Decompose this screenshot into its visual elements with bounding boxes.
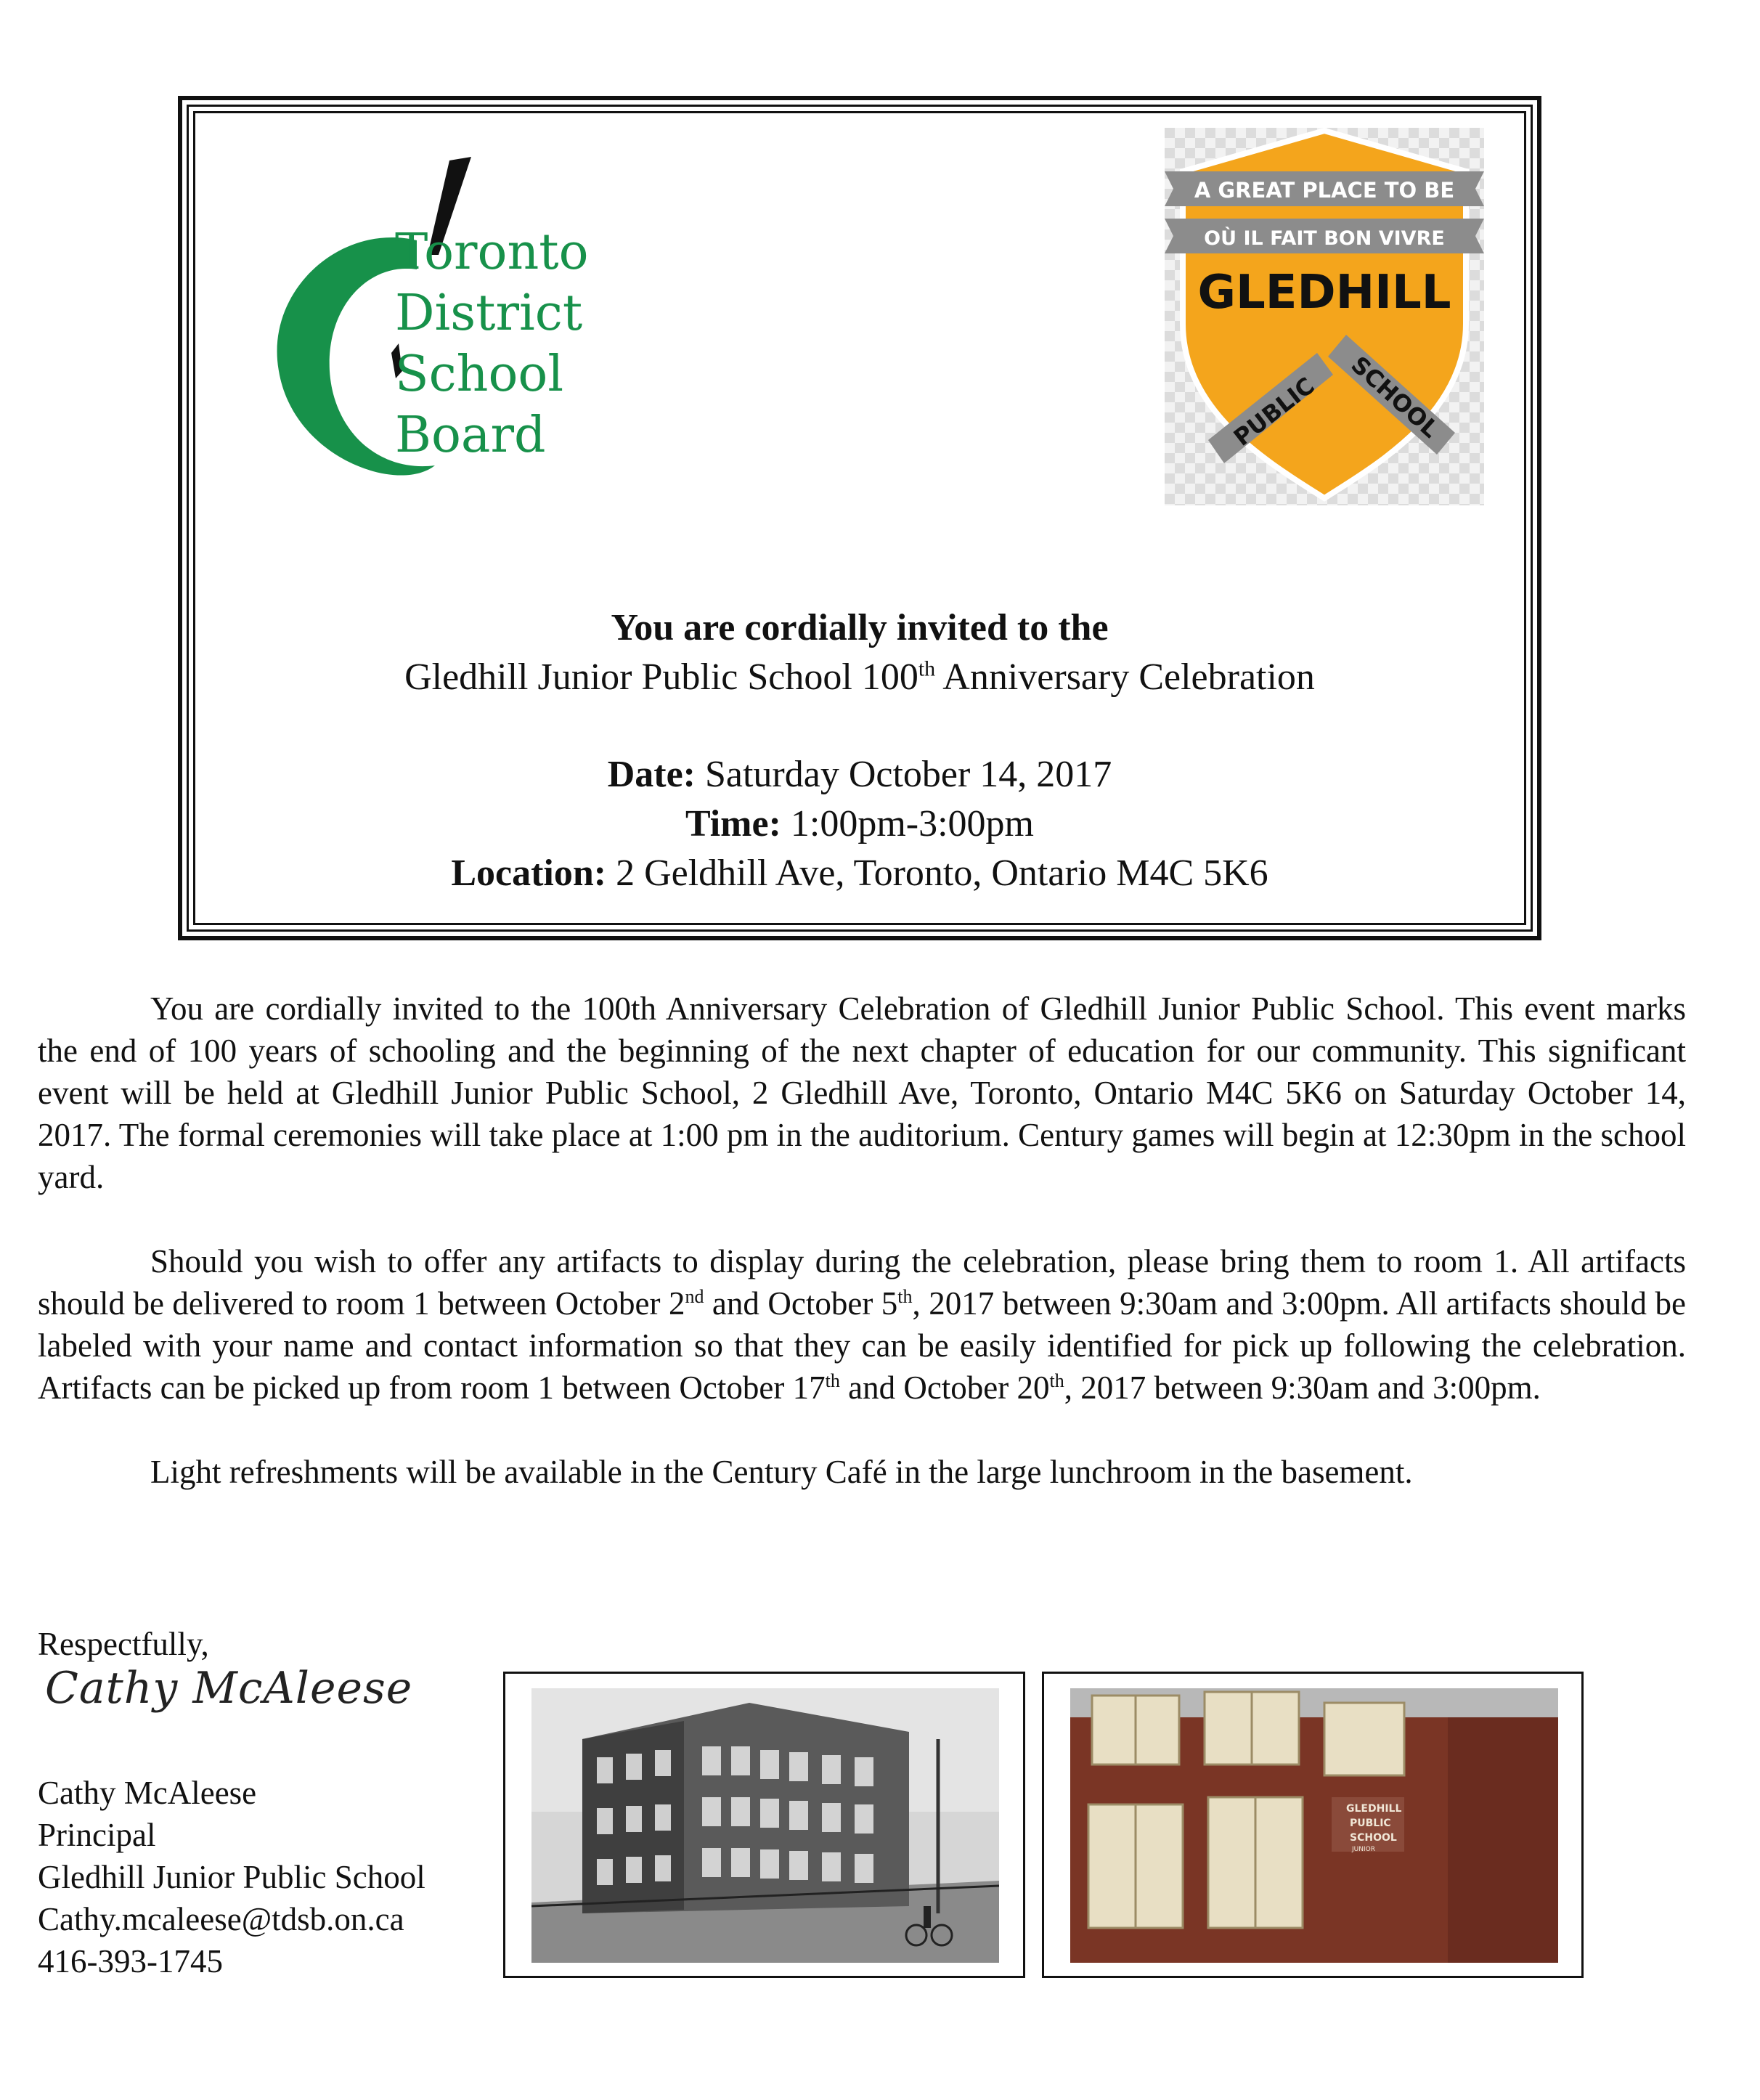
location-label: Location: — [451, 852, 607, 894]
tdsb-wordmark — [395, 222, 589, 466]
card-border-inner — [193, 111, 1526, 925]
gledhill-shield-logo — [1165, 128, 1484, 505]
time-label: Time: — [685, 803, 781, 845]
paragraph-refreshments: Light refreshments will be available in the Century Café in the large lunchroom in the basement. — [150, 1454, 1413, 1490]
contact-name: Cathy McAleese — [38, 1775, 257, 1811]
card-border-middle — [187, 105, 1533, 932]
historic-school-photo — [503, 1672, 1025, 1978]
letter-body — [38, 988, 1686, 1535]
invite-heading: You are cordially invited to the — [611, 607, 1109, 648]
location-value: 2 Geldhill Ave, Toronto, Ontario M4C 5K6 — [606, 852, 1268, 894]
invite-time-line — [195, 799, 1524, 849]
closing-salutation: Respectfully, — [38, 1626, 209, 1662]
artifacts-text-c: , 2017 between 9:30am and 3:00pm. All artifacts should be labeled with your name and contact information so that they can be easily identified for pick up following the celebration. Artifacts can be picked up from room 1 between October 17 — [38, 1285, 1686, 1406]
artifacts-sup-4: th — [1049, 1370, 1064, 1391]
historic-building-image — [531, 1688, 999, 1963]
sign-line-2: PUBLIC — [1350, 1818, 1391, 1829]
handwritten-signature: Cathy McAleese — [45, 1663, 413, 1714]
modern-school-photo — [1042, 1672, 1584, 1978]
banner-middle-text: OÙ IL FAIT BON VIVRE — [1204, 227, 1445, 250]
contact-school: Gledhill Junior Public School — [38, 1859, 425, 1895]
ribbon-left-text: PUBLIC — [1228, 371, 1320, 452]
banner-top-text: A GREAT PLACE TO BE — [1194, 178, 1455, 203]
invite-location-line — [195, 849, 1524, 898]
invite-event-post: Anniversary Celebration — [935, 656, 1315, 698]
artifacts-sup-2: th — [897, 1286, 913, 1307]
contact-title: Principal — [38, 1817, 156, 1853]
date-value: Saturday October 14, 2017 — [695, 754, 1112, 795]
sign-line-3: SCHOOL — [1350, 1832, 1397, 1844]
brick-facade-image — [1070, 1688, 1558, 1963]
invitation-details — [195, 603, 1524, 898]
artifacts-sup-3: th — [825, 1370, 840, 1391]
contact-block — [38, 1772, 425, 1982]
sign-line-1: GLEDHILL — [1346, 1803, 1402, 1815]
sign-line-4: JUNIOR — [1352, 1846, 1375, 1853]
paragraph-artifacts — [38, 1240, 1686, 1409]
artifacts-text-a: Should you wish to offer any artifacts to display during the celebration, please bring them to room 1. All artifacts should be delivered to room 1 between October 2 — [38, 1243, 1686, 1322]
artifacts-text-e: , 2017 between 9:30am and 3:00pm. — [1064, 1370, 1541, 1406]
contact-email: Cathy.mcaleese@tdsb.on.ca — [38, 1901, 404, 1937]
invite-event-sup: th — [918, 656, 936, 681]
paragraph-intro: You are cordially invited to the 100th Anniversary Celebration of Gledhill Junior Public School. This event marks the end of 100 years of schooling and the beginning of the next chapter of education for our community. This significant event will be held at Gledhill Junior Public School, 2 Gledhill Ave, Toronto, Ontario M4C 5K6 on Saturday October 14, 2017. The formal ceremonies will take place at 1:00 pm in the auditorium. Century games will begin at 12:30pm in the school yard. — [38, 990, 1686, 1195]
tdsb-line-3: School — [395, 346, 564, 403]
tdsb-line-2: District — [395, 285, 583, 342]
tdsb-line-1: Toronto — [395, 224, 589, 281]
artifacts-text-d: and October 20 — [839, 1370, 1050, 1406]
gledhill-name-text: GLEDHILL — [1197, 266, 1451, 320]
contact-phone: 416-393-1745 — [38, 1943, 223, 1979]
invite-event-line — [195, 653, 1524, 702]
time-value: 1:00pm-3:00pm — [781, 803, 1034, 845]
invitation-card — [178, 96, 1541, 940]
artifacts-sup-1: nd — [685, 1286, 704, 1307]
invite-event-pre: Gledhill Junior Public School 100 — [404, 656, 918, 698]
date-label: Date: — [607, 754, 696, 795]
ribbon-right-text: SCHOOL — [1345, 351, 1445, 444]
invite-date-line — [195, 750, 1524, 799]
tdsb-line-4: Board — [395, 407, 546, 464]
artifacts-text-b: and October 5 — [704, 1285, 898, 1322]
